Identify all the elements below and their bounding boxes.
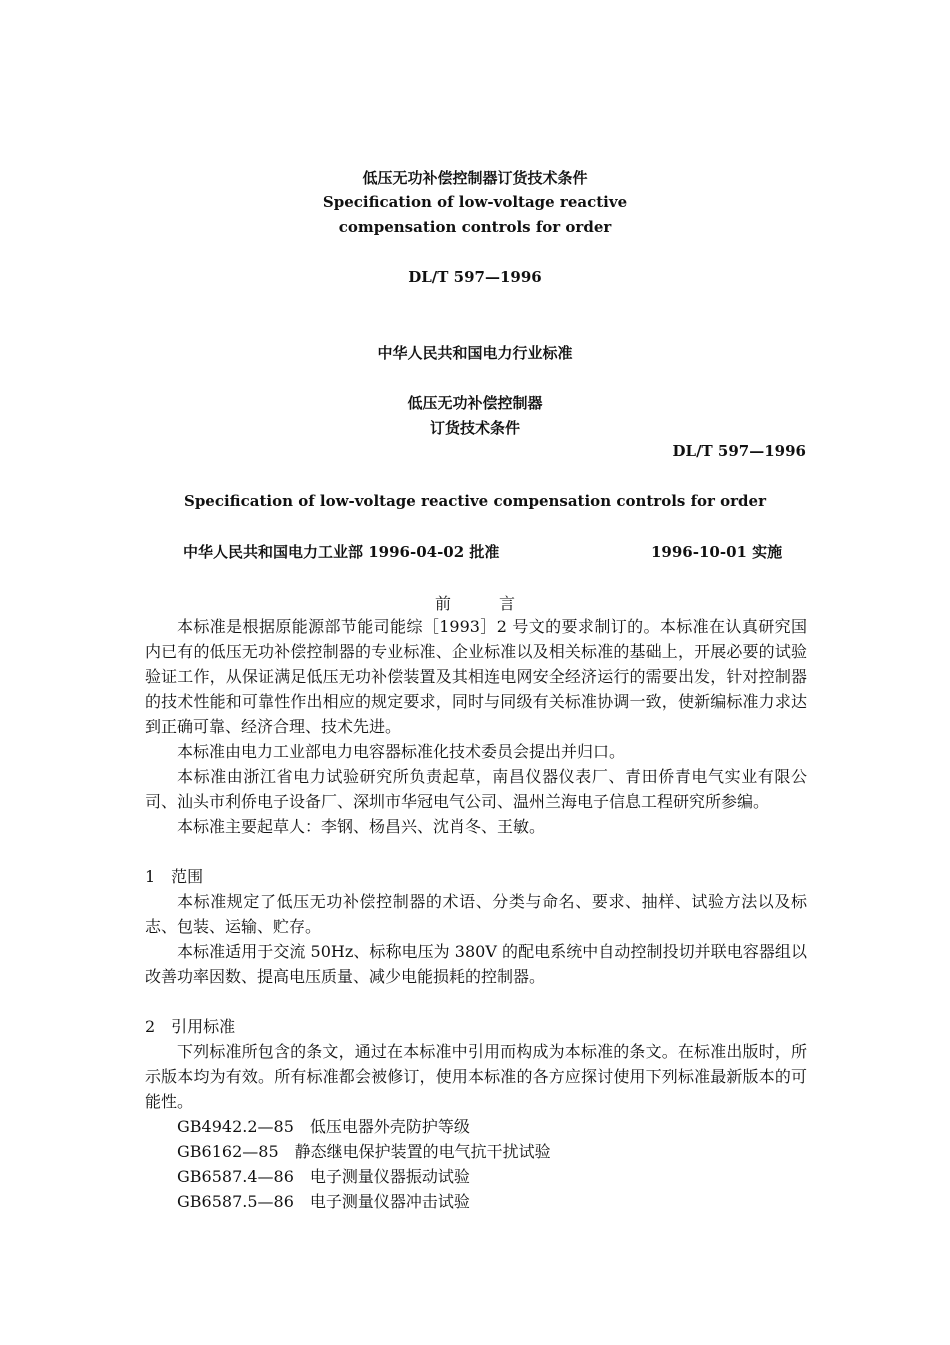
implementation-date: 1996-10-01 实施 — [651, 543, 783, 561]
reference-item — [145, 1164, 807, 1189]
reference-title: 电子测量仪器冲击试验 — [309, 1192, 470, 1211]
standard-name-en: Specification of low-voltage reactive compensation controls for order — [183, 492, 766, 510]
document-code: DL/T 597—1996 — [408, 268, 542, 286]
reference-code: GB6587.4—86 — [177, 1167, 294, 1186]
standard-name-line2: 订货技术条件 — [429, 419, 520, 437]
approval-line: 中华人民共和国电力工业部 1996-04-02 批准 — [183, 543, 500, 561]
document-title-cn: 低压无功补偿控制器订货技术条件 — [362, 169, 588, 187]
section-paragraph: 本标准适用于交流 50Hz、标称电压为 380V 的配电系统中自动控制投切并联电容器组以改善功率因数、提高电压质量、减少电能损耗的控制器。 — [145, 942, 807, 986]
section-heading-references: 2 引用标准 — [145, 1017, 236, 1036]
foreword-paragraph: 本标准是根据原能源部节能司能综［1993］2 号文的要求制订的。本标准在认真研究国内已有的低压无功补偿控制器的专业标准、企业标准以及相关标准的基础上，开展必要的试验验证工作，从保证满足低压无功补偿装置及其相连电网安全经济运行的需要出发，针对控制器的技术性能和可靠性作出相应的规定要求，同时与同级有关标准协调一致，使新编标准力求达到正确可靠、经济合理、技术先进。 — [145, 617, 807, 736]
reference-code: GB4942.2—85 — [177, 1117, 294, 1136]
document-title-en-line1: Specification of low-voltage reactive — [322, 193, 628, 211]
reference-code: GB6587.5—86 — [177, 1192, 294, 1211]
standard-code: DL/T 597—1996 — [672, 442, 806, 460]
standard-category: 中华人民共和国电力行业标准 — [377, 344, 573, 362]
section-paragraph: 本标准规定了低压无功补偿控制器的术语、分类与命名、要求、抽样、试验方法以及标志、包装、运输、贮存。 — [145, 892, 807, 936]
document-title-en-line2: compensation controls for order — [338, 218, 612, 236]
foreword-paragraph: 本标准主要起草人：李钢、杨昌兴、沈肖冬、王敏。 — [177, 817, 546, 836]
reference-item — [145, 1114, 807, 1139]
reference-title: 静态继电保护装置的电气抗干扰试验 — [294, 1142, 551, 1161]
document-body — [145, 614, 807, 1214]
reference-item — [145, 1189, 807, 1214]
foreword-heading: 前 言 — [434, 594, 515, 613]
reference-code: GB6162—85 — [177, 1142, 279, 1161]
reference-item — [145, 1139, 807, 1164]
foreword-paragraph: 本标准由浙江省电力试验研究所负责起草，南昌仪器仪表厂、青田侨青电气实业有限公司、汕头市利侨电子设备厂、深圳市华冠电气公司、温州兰海电子信息工程研究所参编。 — [145, 767, 807, 811]
section-heading-scope: 1 范围 — [145, 867, 204, 886]
reference-title: 电子测量仪器振动试验 — [309, 1167, 470, 1186]
standard-name-line1: 低压无功补偿控制器 — [407, 394, 543, 412]
foreword-paragraph: 本标准由电力工业部电力电容器标准化技术委员会提出并归口。 — [177, 742, 626, 761]
section-paragraph: 下列标准所包含的条文，通过在本标准中引用而构成为本标准的条文。在标准出版时，所示版本均为有效。所有标准都会被修订，使用本标准的各方应探讨使用下列标准最新版本的可能性。 — [145, 1042, 807, 1111]
reference-title: 低压电器外壳防护等级 — [309, 1117, 470, 1136]
